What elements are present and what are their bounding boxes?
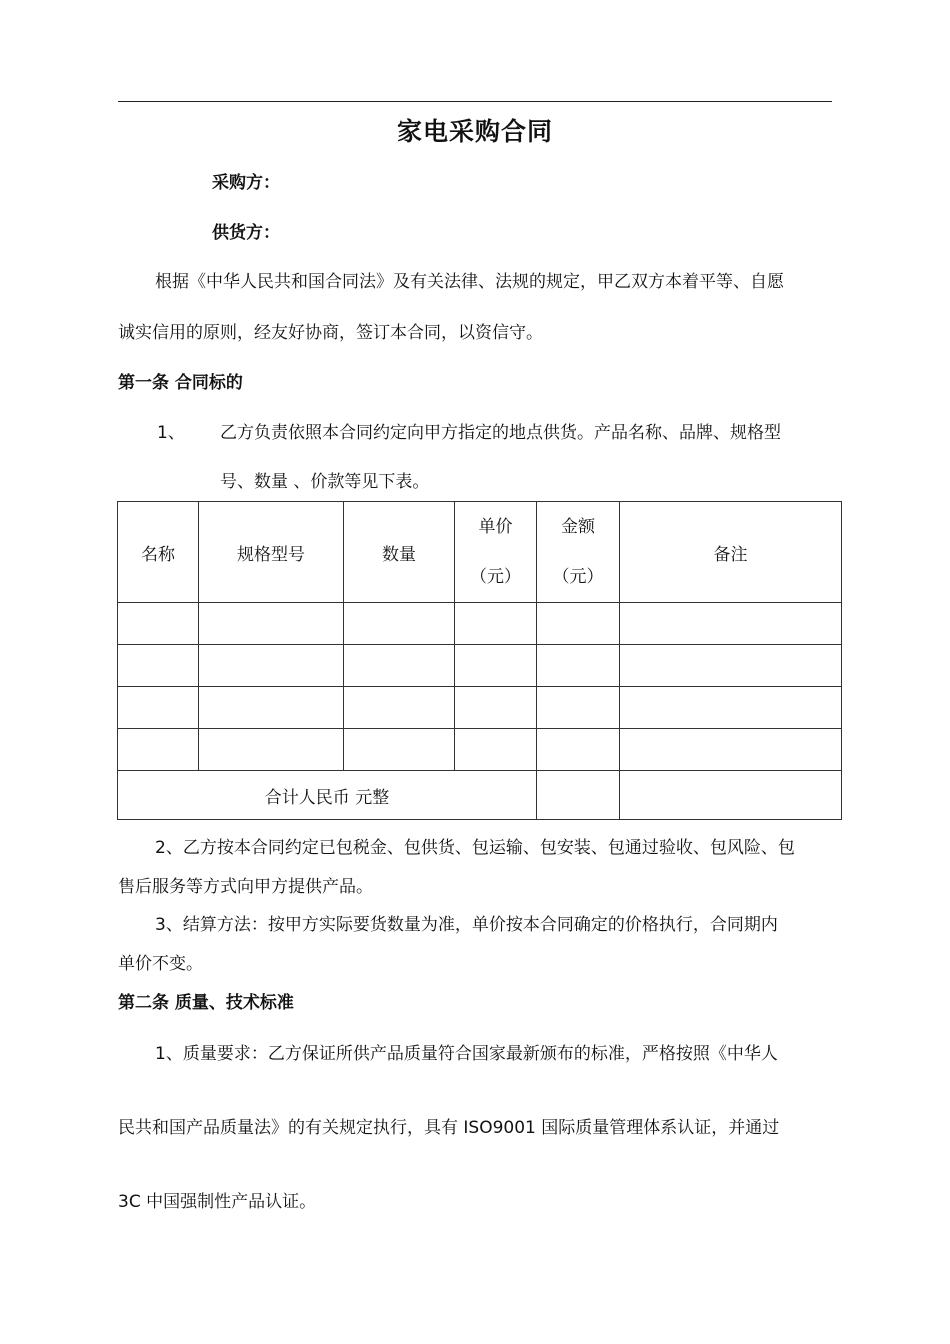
table-cell [118,603,199,645]
table-cell [537,729,620,771]
table-cell [455,603,537,645]
header-amount-line-2: （元） [552,567,604,587]
header-rule [118,101,832,102]
table-cell [620,603,842,645]
table-total-row [118,771,842,820]
table-cell [199,687,344,729]
table-row [118,729,842,771]
header-unit-price-line-1: 单价 [478,517,513,537]
buyer-label: 采购方： [212,173,280,193]
goods-table [117,501,842,820]
header-unit-price [455,502,537,603]
item-3-line-2: 单价不变。 [118,954,203,974]
table-cell [537,645,620,687]
table-cell [455,729,537,771]
table-cell [199,645,344,687]
table-cell [344,729,455,771]
total-remark-cell [620,771,842,820]
total-label: 合计人民币 元整 [118,771,537,820]
table-cell [537,687,620,729]
article-1-item-1-number: 1、 [157,423,185,443]
table-cell [455,687,537,729]
header-amount-line-1: 金额 [561,517,595,537]
item-2-line-1: 2、乙方按本合同约定已包税金、包供货、包运输、包安装、包通过验收、包风险、包 [155,838,795,858]
header-quantity: 数量 [344,502,455,603]
item-3-line-1: 3、结算方法：按甲方实际要货数量为准，单价按本合同确定的价格执行，合同期内 [155,915,778,935]
table-row [118,645,842,687]
item-2-line-2: 售后服务等方式向甲方提供产品。 [118,877,373,897]
table-cell [620,729,842,771]
table-header-row [118,502,842,603]
article-2-item-1-line-1: 1、质量要求：乙方保证所供产品质量符合国家最新颁布的标准，严格按照《中华人 [155,1044,778,1064]
table-cell [199,603,344,645]
table-cell [455,645,537,687]
header-remark: 备注 [620,502,842,603]
table-cell [537,603,620,645]
header-name: 名称 [118,502,199,603]
supplier-label: 供货方： [212,223,280,243]
header-unit-price-line-2: （元） [470,567,521,587]
article-2-heading: 第二条 质量、技术标准 [118,993,294,1013]
table-row [118,687,842,729]
table-cell [118,729,199,771]
table-cell [344,687,455,729]
article-2-item-1-line-3: 3C 中国强制性产品认证。 [118,1192,317,1212]
table-cell [620,645,842,687]
table-cell [118,687,199,729]
article-1-item-1-line-1: 乙方负责依照本合同约定向甲方指定的地点供货。产品名称、品牌、规格型 [220,423,781,443]
header-spec: 规格型号 [199,502,344,603]
header-amount [537,502,620,603]
article-2-item-1-line-2: 民共和国产品质量法》的有关规定执行，具有 ISO9001 国际质量管理体系认证，并通过 [118,1118,780,1138]
intro-line-2: 诚实信用的原则，经友好协商，签订本合同，以资信守。 [118,323,543,343]
document-title: 家电采购合同 [396,117,553,146]
table-cell [118,645,199,687]
total-amount-cell [537,771,620,820]
article-1-heading: 第一条 合同标的 [118,373,243,393]
intro-line-1: 根据《中华人民共和国合同法》及有关法律、法规的规定，甲乙双方本着平等、自愿 [155,272,784,292]
table-cell [620,687,842,729]
table-cell [344,603,455,645]
table-cell [344,645,455,687]
article-1-item-1-line-2: 号、数量 、价款等见下表。 [220,472,430,492]
table-cell [199,729,344,771]
table-row [118,603,842,645]
